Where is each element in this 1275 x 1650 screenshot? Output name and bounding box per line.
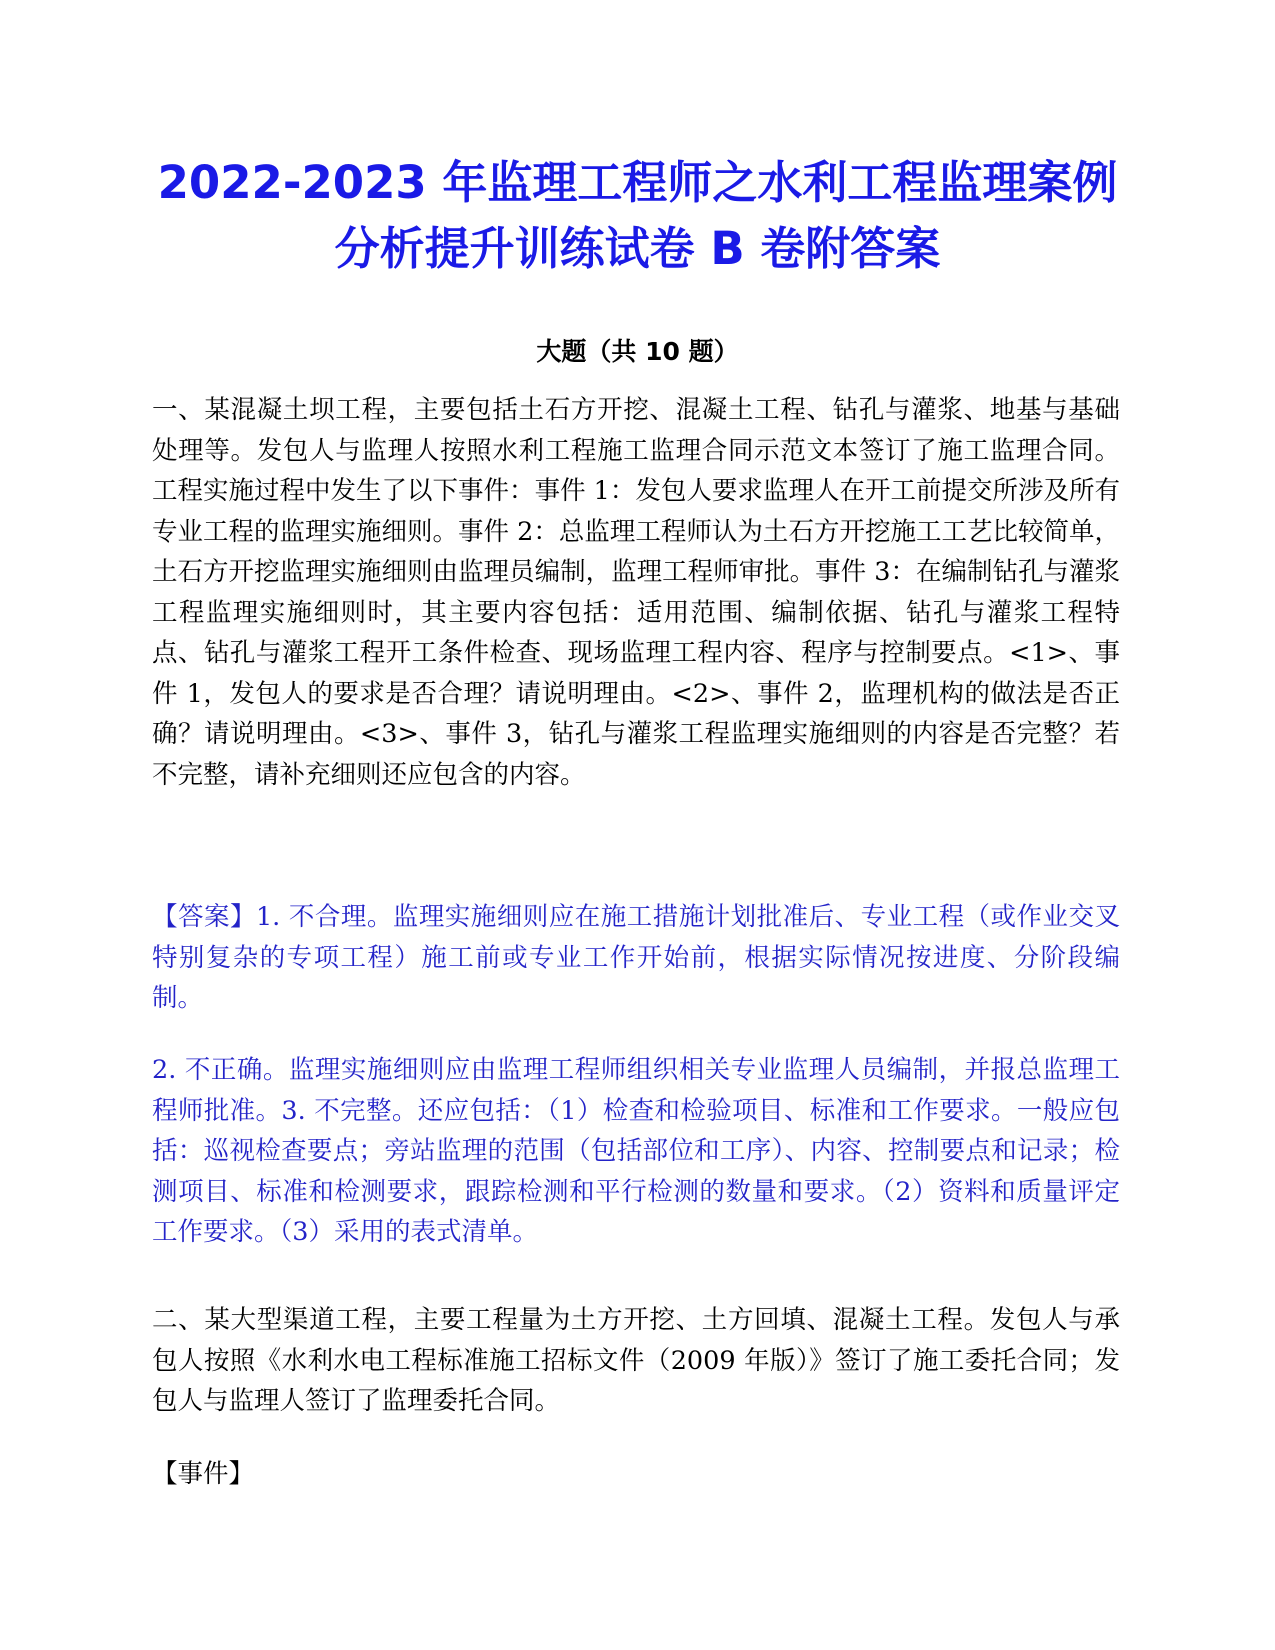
document-title: 2022-2023 年监理工程师之水利工程监理案例分析提升训练试卷 B 卷附答案 <box>157 156 1118 275</box>
answer-1-part-b: 2. 不正确。监理实施细则应由监理工程师组织相关专业监理人员编制，并报总监理工程师批准。3. 不完整。还应包括：（1）检查和检验项目、标准和工作要求。一般应包括：巡视检查要点；旁站监理的范围（包括部位和工序）、内容、控制要点和记录；检测项目、标准和检测要求，跟踪检测和平行检测的数量和要求。（2）资料和质量评定工作要求。（3）采用的表式清单。 <box>152 1055 1120 1247</box>
answer-1-part-a: 【答案】1. 不合理。监理实施细则应在施工措施计划批准后、专业工程（或作业交叉特别复杂的专项工程）施工前或专业工作开始前，根据实际情况按进度、分阶段编制。 <box>152 902 1120 1013</box>
question-1-text: 一、某混凝土坝工程，主要包括土石方开挖、混凝土工程、钻孔与灌浆、地基与基础处理等。发包人与监理人按照水利工程施工监理合同示范文本签订了施工监理合同。工程实施过程中发生了以下事件：事件 1：发包人要求监理人在开工前提交所涉及所有专业工程的监理实施细则。事件 2：总监理工程师认为土石方开挖施工工艺比较简单，土石方开挖监理实施细则由监理员编制，监理工程师审批。事件 3：在编制钻孔与灌浆工程监理实施细则时，其主要内容包括：适用范围、编制依据、钻孔与灌浆工程特点、钻孔与灌浆工程开工条件检查、现场监理工程内容、程序与控制要点。<1>、事件 1，发包人的要求是否合理？请说明理由。<2>、事件 2，监理机构的做法是否正确？请说明理由。<3>、事件 3，钻孔与灌浆工程监理实施细则的内容是否完整？若不完整，请补充细则还应包含的内容。 <box>152 395 1120 790</box>
question-2-text: 二、某大型渠道工程，主要工程量为土方开挖、土方回填、混凝土工程。发包人与承包人按照《水利水电工程标准施工招标文件（2009 年版）》签订了施工委托合同；发包人与监理人签订了监理委托合同。 <box>152 1305 1120 1416</box>
event-label: 【事件】 <box>152 1459 255 1489</box>
section-heading: 大题（共 10 题） <box>536 337 739 366</box>
